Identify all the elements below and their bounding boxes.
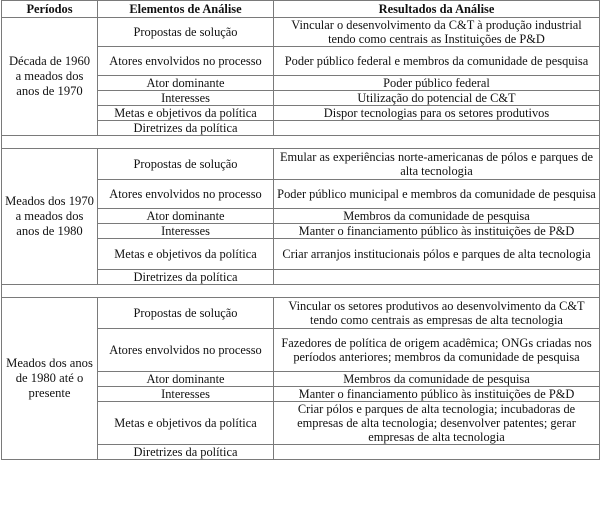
result-cell: Criar arranjos institucionais pólos e parques de alta tecnologia bbox=[274, 239, 600, 270]
element-cell: Ator dominante bbox=[98, 76, 274, 91]
element-cell: Interesses bbox=[98, 387, 274, 402]
element-cell: Interesses bbox=[98, 224, 274, 239]
element-cell: Atores envolvidos no processo bbox=[98, 329, 274, 372]
header-results: Resultados da Análise bbox=[274, 1, 600, 18]
element-cell: Metas e objetivos da política bbox=[98, 106, 274, 121]
element-cell: Atores envolvidos no processo bbox=[98, 47, 274, 76]
result-cell: Membros da comunidade de pesquisa bbox=[274, 209, 600, 224]
element-cell: Ator dominante bbox=[98, 372, 274, 387]
result-cell bbox=[274, 121, 600, 136]
table-row bbox=[2, 298, 600, 329]
header-periods: Períodos bbox=[2, 1, 98, 18]
result-cell: Poder público federal bbox=[274, 76, 600, 91]
header-row bbox=[2, 1, 600, 18]
result-cell: Membros da comunidade de pesquisa bbox=[274, 372, 600, 387]
policy-analysis-table bbox=[1, 0, 600, 460]
result-cell: Vincular os setores produtivos ao desenvolvimento da C&T tendo como centrais as empresas de alta tecnologia bbox=[274, 298, 600, 329]
result-cell bbox=[274, 445, 600, 460]
element-cell: Propostas de solução bbox=[98, 18, 274, 47]
element-cell: Diretrizes da política bbox=[98, 445, 274, 460]
period-cell: Meados dos 1970 a meados dos anos de 1980 bbox=[2, 149, 98, 285]
table-row bbox=[2, 18, 600, 47]
result-cell: Utilização do potencial de C&T bbox=[274, 91, 600, 106]
element-cell: Interesses bbox=[98, 91, 274, 106]
element-cell: Propostas de solução bbox=[98, 298, 274, 329]
element-cell: Metas e objetivos da política bbox=[98, 239, 274, 270]
element-cell: Diretrizes da política bbox=[98, 121, 274, 136]
period-cell: Meados dos anos de 1980 até o presente bbox=[2, 298, 98, 460]
result-cell: Poder público federal e membros da comunidade de pesquisa bbox=[274, 47, 600, 76]
element-cell: Propostas de solução bbox=[98, 149, 274, 180]
result-cell bbox=[274, 270, 600, 285]
result-cell: Dispor tecnologias para os setores produtivos bbox=[274, 106, 600, 121]
spacer-row bbox=[2, 285, 600, 298]
header-elements: Elementos de Análise bbox=[98, 1, 274, 18]
element-cell: Metas e objetivos da política bbox=[98, 402, 274, 445]
element-cell: Atores envolvidos no processo bbox=[98, 180, 274, 209]
result-cell: Manter o financiamento público às instituições de P&D bbox=[274, 387, 600, 402]
period-cell: Década de 1960 a meados dos anos de 1970 bbox=[2, 18, 98, 136]
element-cell: Diretrizes da política bbox=[98, 270, 274, 285]
result-cell: Criar pólos e parques de alta tecnologia; incubadoras de empresas de alta tecnologia; desenvolver patentes; gerar empresas de alta tecnologia bbox=[274, 402, 600, 445]
spacer-row bbox=[2, 136, 600, 149]
result-cell: Vincular o desenvolvimento da C&T à produção industrial tendo como centrais as Instituições de P&D bbox=[274, 18, 600, 47]
element-cell: Ator dominante bbox=[98, 209, 274, 224]
result-cell: Manter o financiamento público às instituições de P&D bbox=[274, 224, 600, 239]
result-cell: Fazedores de política de origem acadêmica; ONGs criadas nos períodos anteriores; membros da comunidade de pesquisa bbox=[274, 329, 600, 372]
result-cell: Emular as experiências norte-americanas de pólos e parques de alta tecnologia bbox=[274, 149, 600, 180]
table-row bbox=[2, 149, 600, 180]
result-cell: Poder público municipal e membros da comunidade de pesquisa bbox=[274, 180, 600, 209]
